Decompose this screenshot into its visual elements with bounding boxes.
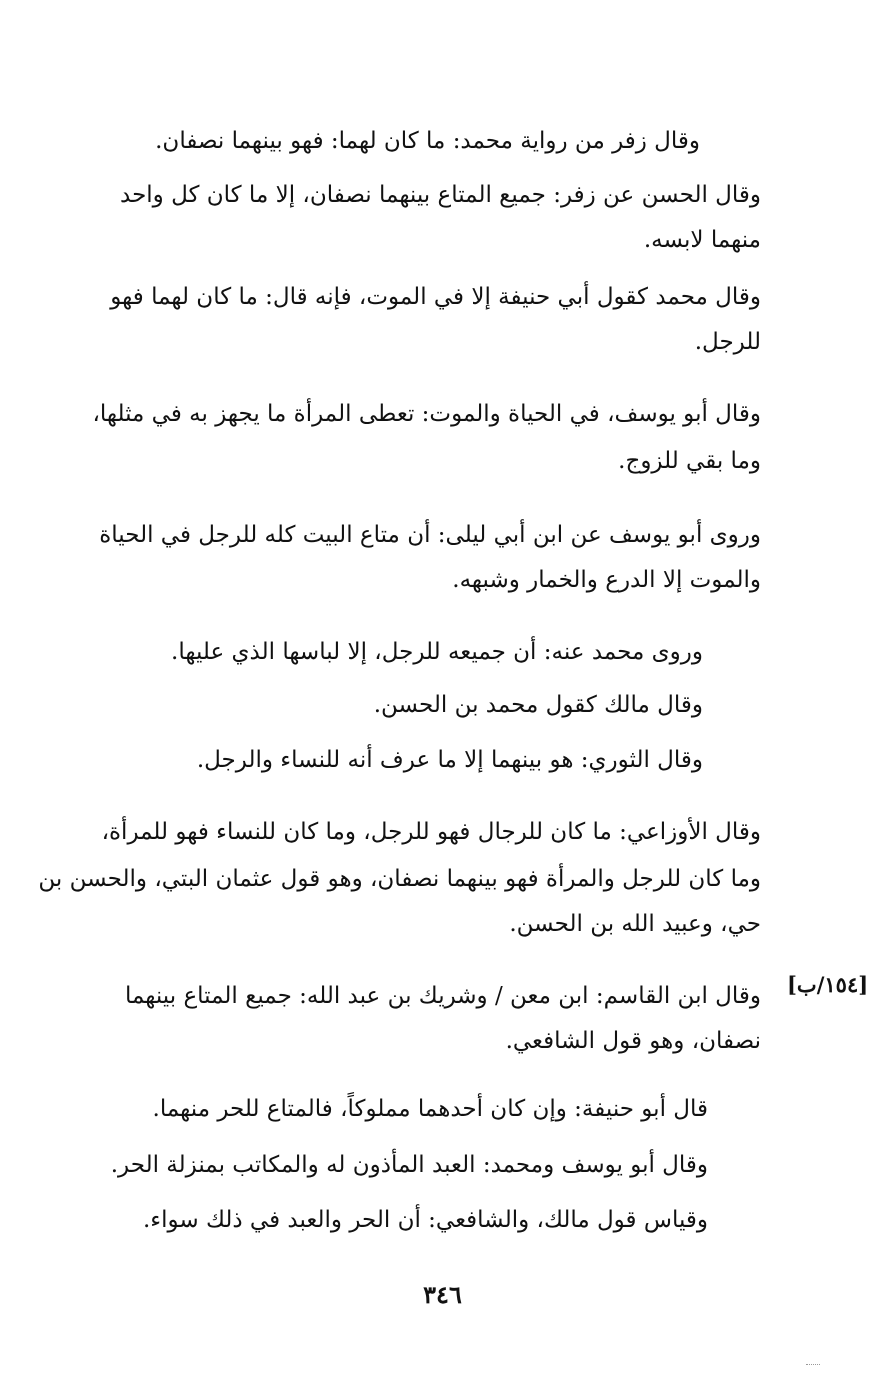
text-line: وقال ابن القاسم: ابن معن / وشريك بن عبد الله: جميع المتاع بينهما: [124, 983, 761, 1009]
text-line: وقال محمد كقول أبي حنيفة إلا في الموت، فإنه قال: ما كان لهما فهو: [110, 284, 761, 310]
text-line: وقياس قول مالك، والشافعي: أن الحر والعبد في ذلك سواء.: [143, 1207, 708, 1233]
text-line: نصفان، وهو قول الشافعي.: [505, 1028, 761, 1054]
text-line: وقال الأوزاعي: ما كان للرجال فهو للرجل، وما كان للنساء فهو للمرأة،: [101, 819, 761, 845]
page-number: ٣٤٦: [423, 1280, 462, 1309]
text-line: وما كان للرجل والمرأة فهو بينهما نصفان، وهو قول عثمان البتي، والحسن بن: [38, 866, 761, 892]
scan-speck: [806, 1364, 820, 1367]
folio-marker: [١٥٤/ب]: [787, 972, 869, 997]
text-line: وما بقي للزوج.: [618, 448, 761, 474]
text-line: وروى أبو يوسف عن ابن أبي ليلى: أن متاع البيت كله للرجل في الحياة: [99, 522, 761, 548]
text-line: وقال زفر من رواية محمد: ما كان لهما: فهو بينهما نصفان.: [155, 128, 700, 154]
text-line: وروى محمد عنه: أن جميعه للرجل، إلا لباسها الذي عليها.: [171, 639, 703, 665]
text-line: حي، وعبيد الله بن الحسن.: [509, 911, 761, 937]
text-line: وقال الثوري: هو بينهما إلا ما عرف أنه للنساء والرجل.: [196, 747, 703, 773]
text-line: وقال الحسن عن زفر: جميع المتاع بينهما نصفان، إلا ما كان كل واحد: [120, 182, 761, 208]
text-line: منهما لابسه.: [643, 227, 761, 253]
text-line: وقال أبو يوسف ومحمد: العبد المأذون له والمكاتب بمنزلة الحر.: [110, 1152, 708, 1178]
text-line: وقال مالك كقول محمد بن الحسن.: [373, 692, 703, 718]
text-line: وقال أبو يوسف، في الحياة والموت: تعطى المرأة ما يجهز به في مثلها،: [92, 401, 761, 427]
text-line: للرجل.: [694, 329, 761, 355]
text-line: قال أبو حنيفة: وإن كان أحدهما مملوكاً، فالمتاع للحر منهما.: [152, 1096, 708, 1122]
text-line: والموت إلا الدرع والخمار وشبهه.: [452, 567, 761, 593]
